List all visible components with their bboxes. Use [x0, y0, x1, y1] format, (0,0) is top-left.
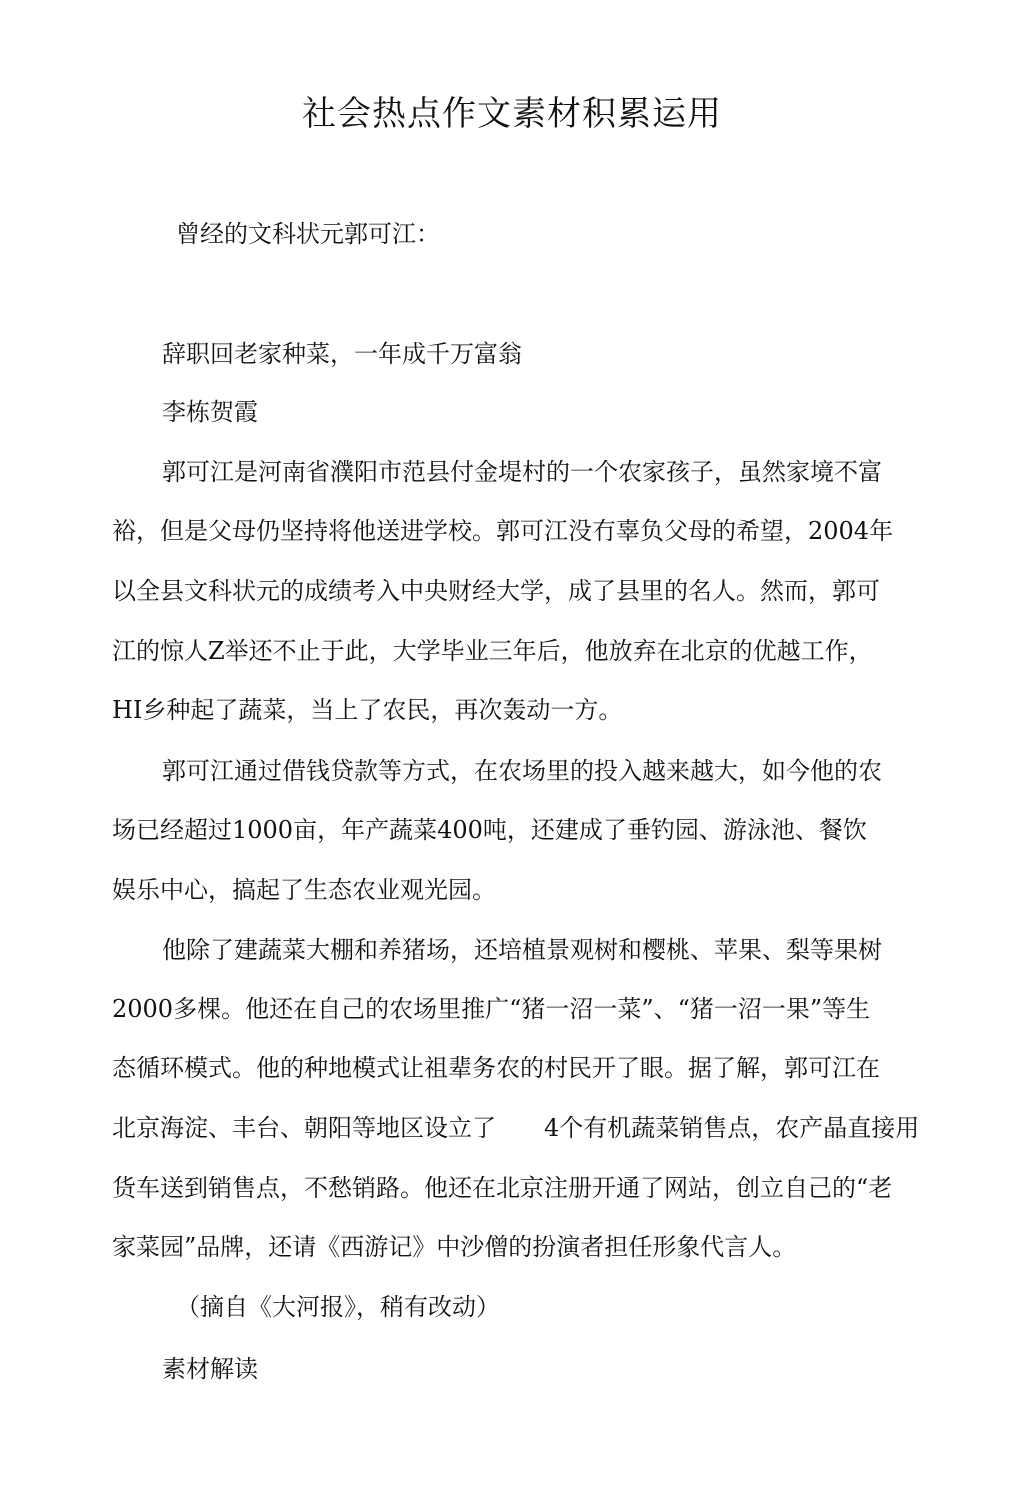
paragraph2-line-3: 娱乐中心，搞起了生态农业观光园。	[112, 876, 496, 904]
article-author: 李栋贺霞	[162, 398, 258, 426]
article-headline: 辞职回老家种菜，一年成千万富翁	[162, 340, 522, 368]
section-heading: 素材解读	[162, 1355, 258, 1383]
paragraph3-line-1: 他除了建蔬菜大棚和养猪场，还培植景观树和樱桃、苹果、梨等果树	[162, 936, 882, 964]
paragraph1-line-1: 郭可江是河南省濮阳市范县付金堤村的一个农家孩子，虽然家境不富	[162, 458, 882, 486]
paragraph1-line-5: HI乡种起了蔬菜，当上了农民，再次轰动一方。	[112, 696, 623, 724]
subtitle: 曾经的文科状元郭可江：	[176, 220, 440, 248]
paragraph3-line-3: 态循环模式。他的种地模式让祖辈务农的村民开了眼。据了解，郭可江在	[112, 1054, 880, 1082]
paragraph2-line-2: 场已经超过1000亩，年产蔬菜400吨，还建成了垂钓园、游泳池、餐饮	[112, 816, 867, 844]
page-title: 社会热点作文素材积累运用	[302, 94, 722, 134]
source-note: （摘自《大河报》，稍有改动）	[176, 1293, 500, 1321]
paragraph3-line-4: 北京海淀、丰台、朝阳等地区设立了 4个有机蔬菜销售点，农产晶直接用	[112, 1114, 920, 1142]
paragraph1-line-2: 裕，但是父母仍坚持将他送进学校。郭可江没冇辜负父母的希望，2004年	[112, 517, 894, 545]
paragraph3-line-2: 2000多棵。他还在自己的农场里推广“猪一沼一菜”、“猪一沼一果”等生	[112, 995, 871, 1023]
paragraph2-line-1: 郭可江通过借钱贷款等方式，在农场里的投入越来越大，如今他的农	[162, 757, 882, 785]
paragraph1-line-3: 以全县文科状元的成绩考入中央财经大学，成了县里的名人。然而，郭可	[112, 577, 880, 605]
paragraph1-line-4: 江的惊人Z举还不止于此，大学毕业三年后，他放弃在北京的优越工作，	[112, 637, 873, 665]
paragraph3-line-6: 家菜园”品牌，还请《西游记》中沙僧的扮演者担任形象代言人。	[112, 1233, 797, 1261]
paragraph3-line-5: 货车送到销售点，不愁销路。他还在北京注册开通了网站，创立自己的“老	[112, 1174, 893, 1202]
